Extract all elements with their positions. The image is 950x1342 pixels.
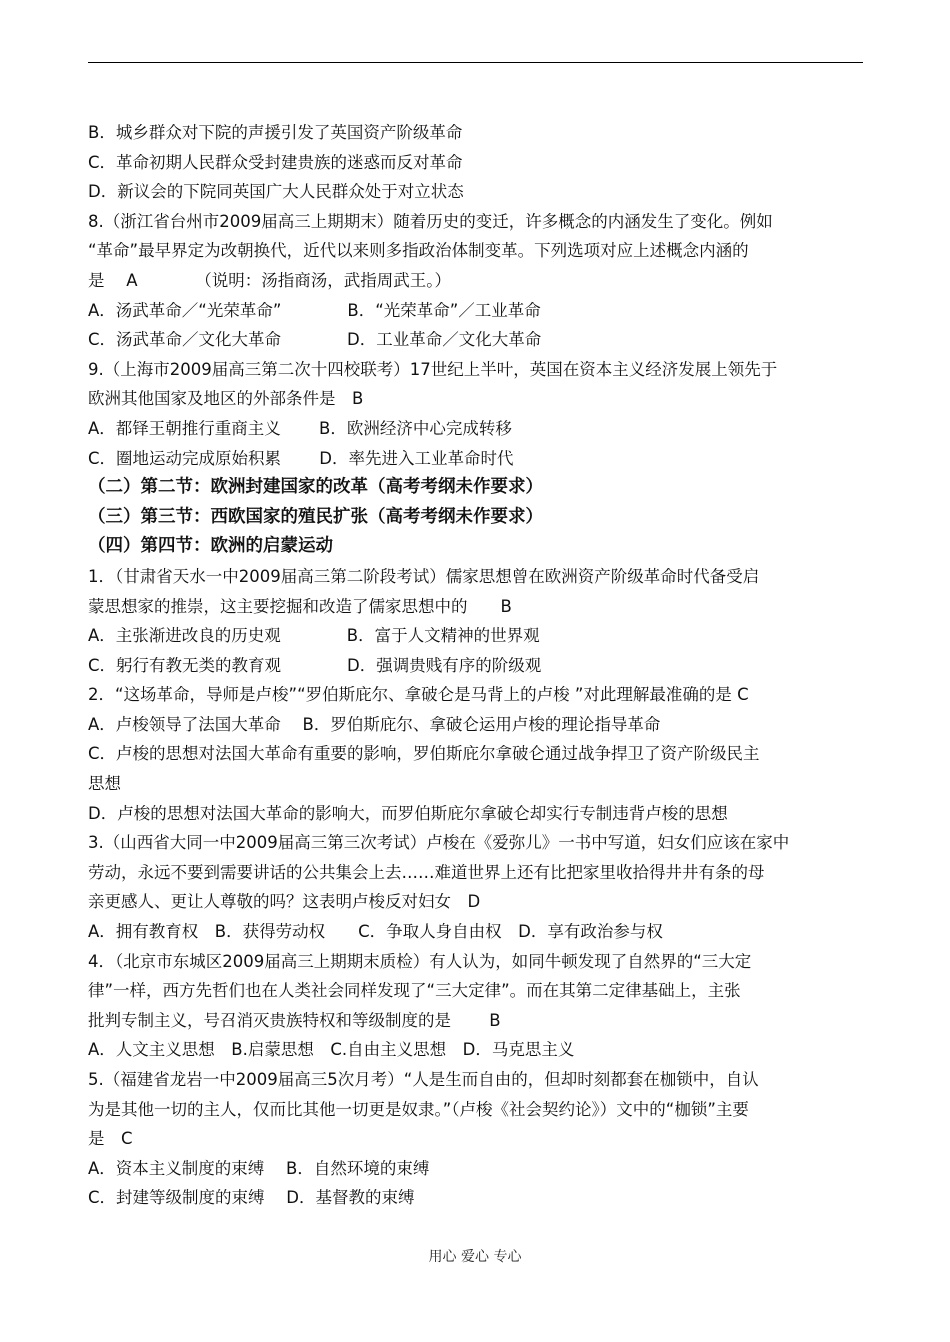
text-line: 是 A （说明：汤指商汤，武指周武王。） bbox=[88, 270, 452, 290]
document-body bbox=[88, 118, 868, 1213]
text-line: 批判专制主义，号召消灭贵族特权和等级制度的是 B bbox=[88, 1010, 501, 1030]
text-line: C．汤武革命／文化大革命 D．工业革命／文化大革命 bbox=[88, 330, 542, 350]
text-line: 为是其他一切的主人，仅而比其他一切更是奴隶。”（卢梭《社会契约论》）文中的“枷锁”主要 bbox=[88, 1099, 749, 1119]
text-line: A．拥有教育权 B．获得劳动权 C．争取人身自由权 D．享有政治参与权 bbox=[88, 922, 663, 942]
text-line: A．汤武革命／“光荣革命” B．“光荣革命”／工业革命 bbox=[88, 300, 541, 320]
text-line: 8.（浙江省台州市2009届高三上期期末）随着历史的变迁，许多概念的内涵发生了变化。例如 bbox=[88, 211, 773, 231]
text-line: 是 C bbox=[88, 1129, 133, 1149]
section-heading: （二）第二节：欧洲封建国家的改革（高考考纲未作要求） bbox=[88, 477, 543, 498]
text-line: B．城乡群众对下院的声援引发了英国资产阶级革命 bbox=[88, 123, 463, 142]
text-line: 2．“这场革命，导师是卢梭”“罗伯斯庇尔、拿破仑是马背上的卢梭 ”对此理解最准确的是 C bbox=[88, 685, 749, 705]
text-line: 蒙思想家的推崇，这主要挖掘和改造了儒家思想中的 B bbox=[88, 596, 512, 616]
text-line: 9.（上海市2009届高三第二次十四校联考）17世纪上半叶，英国在资本主义经济发展上领先于 bbox=[88, 359, 778, 379]
text-line: 5.（福建省龙岩一中2009届高三5次月考）“人是生而自由的，但却时刻都套在枷锁中，自认 bbox=[88, 1070, 759, 1089]
text-line: C．革命初期人民群众受封建贵族的迷惑而反对革命 bbox=[88, 152, 463, 172]
page-footer: 用心 爱心 专心 bbox=[428, 1249, 522, 1265]
text-line: A．都铎王朝推行重商主义 B．欧洲经济中心完成转移 bbox=[88, 418, 512, 438]
text-line: 劳动，永远不要到需要讲话的公共集会上去……难道世界上还有比把家里收拾得井井有条的母 bbox=[88, 862, 765, 882]
text-line: A．主张渐进改良的历史观 B．富于人文精神的世界观 bbox=[88, 626, 540, 646]
text-line: C．卢梭的思想对法国大革命有重要的影响，罗伯斯庇尔拿破仑通过战争捍卫了资产阶级民主 bbox=[88, 744, 760, 764]
text-line: “革命”最早界定为改朝换代，近代以来则多指政治体制变革。下列选项对应上述概念内涵的 bbox=[88, 241, 749, 261]
text-line: D．卢梭的思想对法国大革命的影响大，而罗伯斯庇尔拿破仑却实行专制违背卢梭的思想 bbox=[88, 803, 728, 823]
text-line: A．人文主义思想 B.启蒙思想 C.自由主义思想 D．马克思主义 bbox=[88, 1040, 575, 1060]
text-line: C．躬行有教无类的教育观 D．强调贵贱有序的阶级观 bbox=[88, 655, 542, 675]
text-line: 1．（甘肃省天水一中2009届高三第二阶段考试）儒家思想曾在欧洲资产阶级革命时代备受启 bbox=[88, 566, 760, 586]
text-line: 亲更感人、更让人尊敬的吗？这表明卢梭反对妇女 D bbox=[88, 892, 481, 912]
text-line: A．资本主义制度的束缚 B．自然环境的束缚 bbox=[88, 1158, 430, 1178]
section-heading: （四）第四节：欧洲的启蒙运动 bbox=[88, 536, 333, 557]
text-line: 欧洲其他国家及地区的外部条件是 B bbox=[88, 389, 364, 409]
text-line: 4．（北京市东城区2009届高三上期期末质检）有人认为，如同牛顿发现了自然界的“三大定 bbox=[88, 951, 752, 971]
text-line: 律”一样，西方先哲们也在人类社会同样发现了“三大定律”。而在其第二定律基础上，主张 bbox=[88, 981, 741, 1001]
text-line: A．卢梭领导了法国大革命 B．罗伯斯庇尔、拿破仑运用卢梭的理论指导革命 bbox=[88, 714, 661, 734]
header-rule bbox=[88, 62, 863, 63]
text-line: 思想 bbox=[88, 774, 121, 794]
text-line: C．圈地运动完成原始积累 D．率先进入工业革命时代 bbox=[88, 448, 514, 468]
section-heading: （三）第三节：西欧国家的殖民扩张（高考考纲未作要求） bbox=[88, 506, 543, 527]
text-line: D．新议会的下院同英国广大人民群众处于对立状态 bbox=[88, 182, 464, 202]
text-line: C．封建等级制度的束缚 D．基督教的束缚 bbox=[88, 1188, 415, 1208]
text-line: 3.（山西省大同一中2009届高三第三次考试）卢梭在《爱弥儿》一书中写道，妇女们应该在家中 bbox=[88, 833, 790, 853]
